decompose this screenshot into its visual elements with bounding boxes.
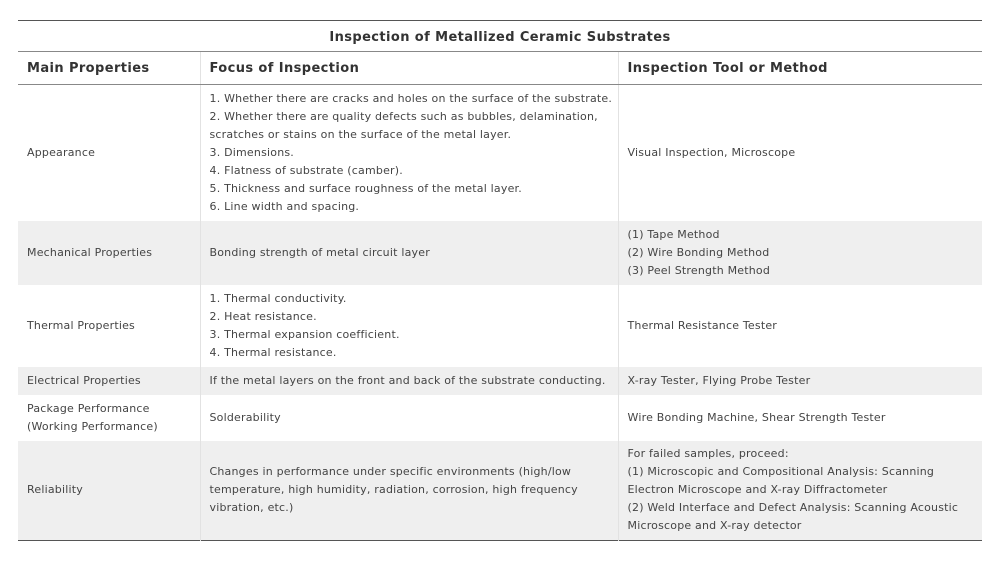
focus-line: 1. Thermal conductivity.: [209, 291, 347, 305]
method-line: (2) Weld Interface and Defect Analysis: Scanning Acoustic: [627, 501, 959, 515]
method-cell: [618, 221, 982, 285]
inspection-table-container: [18, 20, 982, 541]
table-row: [18, 367, 982, 395]
focus-line: temperature, high humidity, radiation, corrosion, high frequency: [209, 483, 578, 497]
focus-line: Changes in performance under specific environments (high/low: [209, 465, 572, 479]
property-cell: [18, 285, 200, 367]
focus-cell: [200, 367, 618, 395]
focus-line: 2. Heat resistance.: [209, 309, 317, 323]
property-line: Appearance: [27, 145, 96, 159]
table-row: [18, 221, 982, 285]
focus-cell: [200, 395, 618, 441]
header-focus-of-inspection: Focus of Inspection: [200, 52, 618, 85]
property-line: Reliability: [27, 483, 83, 497]
method-cell: [618, 395, 982, 441]
property-cell: [18, 367, 200, 395]
focus-line: 4. Thermal resistance.: [209, 345, 337, 359]
table-row: [18, 85, 982, 221]
property-cell: [18, 221, 200, 285]
method-line: For failed samples, proceed:: [627, 447, 789, 461]
header-row: [18, 52, 982, 85]
method-line: Visual Inspection, Microscope: [627, 145, 796, 159]
focus-line: 4. Flatness of substrate (camber).: [209, 163, 403, 177]
focus-line: 3. Dimensions.: [209, 145, 294, 159]
focus-line: scratches or stains on the surface of the metal layer.: [209, 127, 512, 141]
focus-line: vibration, etc.): [209, 501, 294, 515]
property-line: Package Performance: [27, 401, 150, 415]
property-line: Mechanical Properties: [27, 245, 153, 259]
property-cell: [18, 441, 200, 541]
method-line: Wire Bonding Machine, Shear Strength Tester: [627, 410, 886, 424]
property-line: Electrical Properties: [27, 373, 141, 387]
property-line: Thermal Properties: [27, 318, 135, 332]
table-row: [18, 395, 982, 441]
focus-line: If the metal layers on the front and back of the substrate conducting.: [209, 373, 606, 387]
method-line: X-ray Tester, Flying Probe Tester: [627, 373, 811, 387]
method-line: (3) Peel Strength Method: [627, 263, 771, 277]
focus-line: 5. Thickness and surface roughness of the metal layer.: [209, 181, 522, 195]
focus-line: Solderability: [209, 410, 281, 424]
method-line: Electron Microscope and X-ray Diffractometer: [627, 483, 888, 497]
focus-line: 3. Thermal expansion coefficient.: [209, 327, 400, 341]
header-main-properties: Main Properties: [18, 52, 200, 85]
method-cell: [618, 85, 982, 221]
property-line: (Working Performance): [27, 419, 158, 433]
inspection-table: [18, 51, 982, 541]
method-line: Microscope and X-ray detector: [627, 519, 802, 533]
focus-line: 2. Whether there are quality defects such as bubbles, delamination,: [209, 109, 598, 123]
method-line: Thermal Resistance Tester: [627, 318, 778, 332]
table-title: Inspection of Metallized Ceramic Substrates: [18, 20, 982, 51]
focus-cell: [200, 441, 618, 541]
focus-line: 6. Line width and spacing.: [209, 199, 360, 213]
focus-cell: [200, 285, 618, 367]
method-cell: [618, 367, 982, 395]
property-cell: [18, 85, 200, 221]
method-cell: [618, 285, 982, 367]
focus-cell: [200, 221, 618, 285]
method-line: (1) Tape Method: [627, 227, 720, 241]
method-line: (2) Wire Bonding Method: [627, 245, 770, 259]
method-cell: [618, 441, 982, 541]
focus-line: Bonding strength of metal circuit layer: [209, 245, 430, 259]
focus-cell: [200, 85, 618, 221]
focus-line: 1. Whether there are cracks and holes on the surface of the substrate.: [209, 91, 613, 105]
property-cell: [18, 395, 200, 441]
header-inspection-tool: Inspection Tool or Method: [618, 52, 982, 85]
table-row: [18, 285, 982, 367]
table-row: [18, 441, 982, 541]
method-line: (1) Microscopic and Compositional Analysis: Scanning: [627, 465, 935, 479]
